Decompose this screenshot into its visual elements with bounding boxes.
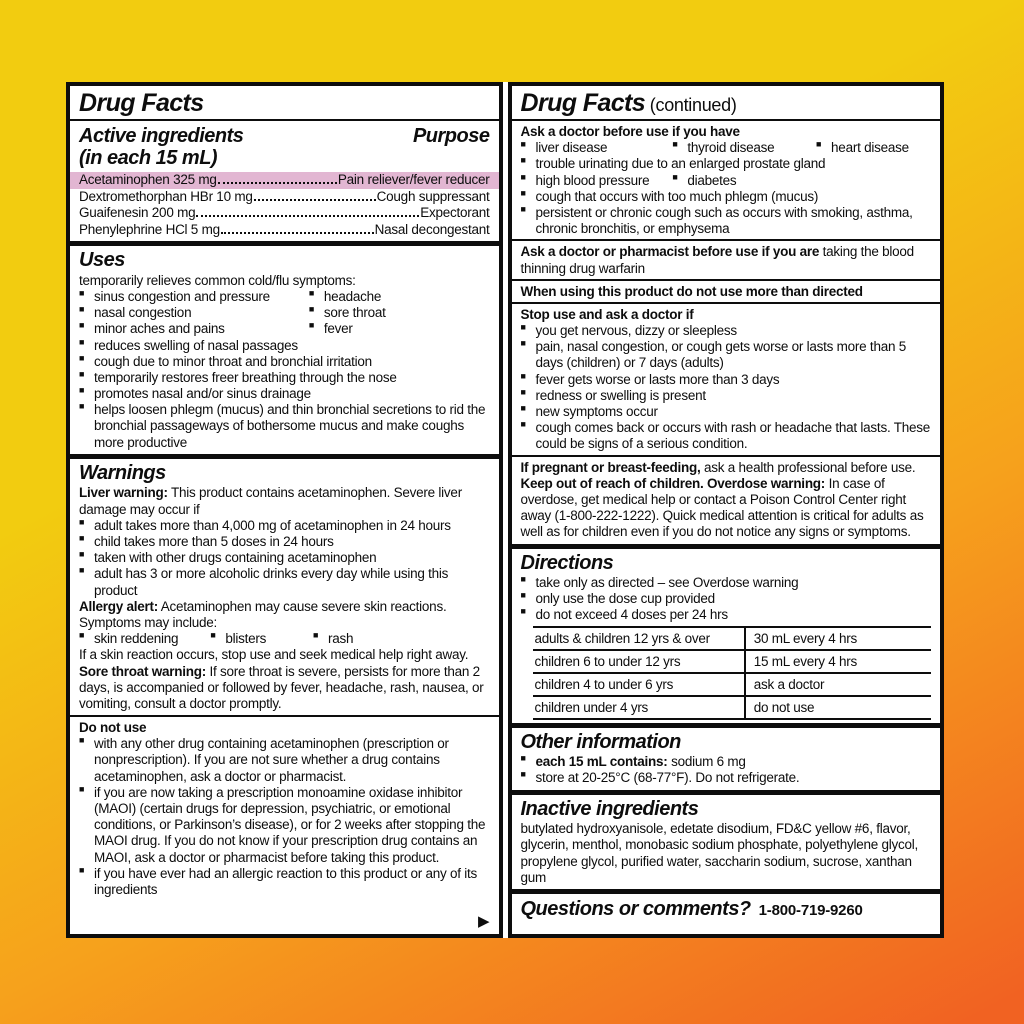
uses-bullet: fever: [323, 321, 353, 337]
uses-bullet: minor aches and pains: [94, 321, 225, 337]
questions-heading: Questions or comments?: [520, 897, 751, 920]
continued-arrow-icon: ▶: [477, 913, 490, 930]
bullet-square-icon: ■: [308, 320, 315, 331]
liver-warning-bullet: ■ taken with other drugs containing acetaminophen: [79, 549, 377, 566]
bullet-square-icon: ■: [79, 630, 85, 641]
inactive-ingredients-list: butylated hydroxyanisole, edetate disodium, FD&C yellow #6, flavor, glycerin, menthol, monobasic sodium phosphate, polyethylene glycol, propylene glycol, purified water, saccharin sodium, sucrose, xanthan gum: [520, 821, 918, 885]
symptom-bullets-row: [79, 631, 490, 647]
liver-warning-bullet: ■ child takes more than 5 doses in 24 hours: [79, 533, 334, 549]
rule: [70, 119, 499, 121]
bullet-square-icon: ■: [520, 574, 526, 585]
section-divider: [512, 790, 941, 795]
questions-phone-number: 1-800-719-9260: [758, 901, 863, 919]
bullet-square-icon: ■: [520, 155, 526, 166]
directions-section: [521, 552, 932, 720]
dosage-group: children 6 to under 12 yrs: [534, 653, 681, 669]
inactive-ingredients-heading: Inactive ingredients: [520, 797, 699, 820]
uses-bullet: nasal congestion: [94, 305, 192, 321]
dosage-table: [533, 626, 932, 720]
directions-bullet: ■ only use the dose cup provided: [520, 590, 715, 607]
uses-bullet: cough due to minor throat and bronchial irritation: [94, 353, 372, 369]
bullet-square-icon: ■: [79, 735, 85, 746]
drug-facts-right-panel: [508, 82, 945, 938]
uses-pair-row: [79, 289, 490, 305]
bullet-square-icon: ■: [79, 565, 85, 576]
ingredient-name: Phenylephrine HCl 5 mg: [79, 221, 220, 237]
bullet-square-icon: ■: [520, 338, 526, 349]
drug-facts-left-panel: [66, 82, 503, 938]
dosage-group: children under 4 yrs: [534, 699, 649, 715]
uses-bullet: helps loosen phlegm (mucus) and thin bronchial secretions to rid the bronchial passageways of bothersome mucus and make coughs more productive: [94, 402, 486, 450]
condition: liver disease: [535, 140, 608, 156]
stop-use-heading: Stop use and ask a doctor if: [520, 306, 694, 322]
rule: [512, 239, 941, 241]
ingredient-row-phenylephrine: [70, 222, 499, 239]
uses-bullet: temporarily restores freer breathing through the nose: [94, 369, 397, 385]
questions-section: [521, 897, 932, 922]
stop-use-bullet: ■ you get nervous, dizzy or sleepless: [520, 322, 737, 339]
stop-use-section: [521, 307, 932, 453]
uses-bullet-item: [79, 370, 490, 386]
bullet-square-icon: ■: [672, 139, 678, 150]
stop-use-bullet: ■ pain, nasal congestion, or cough gets worse or lasts more than 5 days (children) or 7 days (adults): [520, 338, 906, 371]
ask-doctor-bullet: ■ cough that occurs with too much phlegm (mucus): [520, 187, 819, 204]
symptom: blisters: [225, 631, 267, 647]
dosage-row: [533, 697, 932, 720]
active-ingredients-heading: Active ingredients: [79, 125, 244, 147]
bullet-square-icon: ■: [308, 304, 315, 315]
symptoms-intro: Symptoms may include:: [79, 614, 218, 630]
section-divider: [512, 889, 941, 894]
other-information-section: [521, 731, 932, 787]
ask-doctor-bullet: ■ persistent or chronic cough such as occurs with smoking, asthma, chronic bronchitis, or emphysema: [520, 203, 913, 237]
uses-bullet: sore throat: [323, 305, 386, 321]
rule: [512, 302, 941, 304]
do-not-use-bullet: ■ if you are now taking a prescription monoamine oxidase inhibitor (MAOI) (certain drugs for depression, psychiatric, or emotional conditions, or Parkinson’s disease), or for 2 weeks after stopping the MAOI drug. If you do not know if your prescription drug contains an MAOI, ask a doctor or pharmacist before taking this product.: [79, 783, 486, 865]
ingredient-purpose: Nasal decongestant: [374, 221, 490, 237]
inactive-ingredients-section: [521, 798, 932, 886]
dosage-group: children 4 to under 6 yrs: [534, 676, 674, 692]
ask-doctor-double-row: [521, 173, 932, 189]
bullet-square-icon: ■: [79, 783, 85, 794]
pregnancy-note: If pregnant or breast-feeding, ask a health professional before use.: [520, 459, 916, 475]
ask-pharmacist-note: Ask a doctor or pharmacist before use if you are taking the blood thinning drug warfarin: [520, 244, 914, 276]
bullet-square-icon: ■: [520, 769, 526, 780]
dosage-amount: 30 mL every 4 hrs: [744, 628, 931, 649]
allergy-alert: Allergy alert: Acetaminophen may cause severe skin reactions.: [79, 598, 447, 614]
dosage-row: [533, 628, 932, 651]
bullet-square-icon: ■: [79, 516, 85, 527]
ingredient-name: Guaifenesin 200 mg: [79, 205, 196, 221]
bullet-square-icon: ■: [520, 753, 526, 764]
bullet-square-icon: ■: [79, 533, 85, 543]
uses-intro: temporarily relieves common cold/flu symptoms:: [79, 272, 356, 288]
bullet-square-icon: ■: [520, 171, 526, 182]
uses-bullet-item: [79, 338, 490, 354]
uses-bullet-item: [79, 354, 490, 370]
bullet-square-icon: ■: [79, 549, 85, 560]
bullet-square-icon: ■: [520, 139, 526, 150]
bullet-square-icon: ■: [79, 304, 85, 315]
uses-pair-row: [79, 305, 490, 321]
directions-bullet: ■ take only as directed – see Overdose warning: [520, 574, 799, 591]
drug-facts-continued-title: Drug Facts (continued): [520, 89, 737, 117]
active-ingredients-subheading: (in each 15 mL): [79, 146, 218, 169]
bullet-square-icon: ■: [79, 385, 85, 396]
dotted-leader: [196, 215, 419, 217]
bullet-square-icon: ■: [308, 287, 315, 298]
other-information-heading: Other information: [520, 730, 681, 753]
section-divider: [70, 241, 499, 246]
ask-doctor-heading: Ask a doctor before use if you have: [520, 124, 740, 139]
directions-bullet: ■ do not exceed 4 doses per 24 hrs: [520, 606, 728, 623]
bullet-square-icon: ■: [520, 203, 526, 214]
rule: [512, 455, 941, 457]
stop-use-bullet: ■ cough comes back or occurs with rash or headache that lasts. These could be signs of a serious condition.: [520, 419, 930, 452]
bullet-square-icon: ■: [816, 139, 822, 150]
stop-use-bullet: ■ new symptoms occur: [520, 403, 658, 419]
bullet-square-icon: ■: [520, 606, 526, 617]
bullet-square-icon: ■: [79, 352, 85, 363]
do-not-use-section: [79, 720, 490, 898]
bullet-square-icon: ■: [312, 630, 319, 641]
bullet-square-icon: ■: [79, 864, 85, 875]
bullet-square-icon: ■: [520, 187, 526, 198]
bullet-square-icon: ■: [79, 368, 85, 379]
symptom: rash: [327, 631, 354, 647]
liver-warning: Liver warning: This product contains acetaminophen. Severe liver damage may occur if: [79, 485, 462, 517]
do-not-use-bullet: ■ with any other drug containing acetaminophen (prescription or nonprescription). If you are not sure whether a drug contains acetaminophen, ask a doctor or pharmacist.: [79, 735, 449, 784]
dotted-leader: [221, 232, 374, 234]
bullet-square-icon: ■: [79, 287, 85, 298]
drug-facts-title: Drug Facts: [79, 89, 204, 117]
symptom: skin reddening: [94, 631, 179, 647]
warnings-heading: Warnings: [79, 461, 166, 484]
section-divider: [70, 454, 499, 459]
stop-use-bullet: ■ redness or swelling is present: [520, 386, 706, 403]
bullet-square-icon: ■: [520, 370, 526, 381]
bullet-square-icon: ■: [672, 171, 678, 182]
rule: [512, 119, 941, 121]
ingredient-name: Dextromethorphan HBr 10 mg: [79, 188, 253, 204]
directions-heading: Directions: [520, 551, 614, 574]
bullet-square-icon: ■: [520, 386, 526, 397]
section-divider: [512, 544, 941, 549]
ingredient-purpose: Cough suppressant: [376, 188, 490, 204]
ingredient-purpose: Expectorant: [420, 205, 490, 221]
section-divider: [512, 723, 941, 728]
bullet-square-icon: ■: [210, 630, 216, 641]
uses-bullet-item: [79, 402, 490, 451]
uses-bullet-item: [79, 386, 490, 402]
sore-throat-warning: Sore throat warning: If sore throat is severe, persists for more than 2 days, is accompanied or followed by fever, headache, rash, nausea, or vomiting, consult a doctor promptly.: [79, 663, 484, 711]
purpose-heading: Purpose: [412, 125, 490, 147]
dosage-row: [533, 674, 932, 697]
dosage-amount: ask a doctor: [744, 674, 931, 695]
ingredient-row-acetaminophen: [70, 172, 499, 189]
bullet-square-icon: ■: [520, 590, 526, 601]
bullet-square-icon: ■: [79, 336, 85, 347]
ingredient-row-guaifenesin: [70, 205, 499, 222]
stop-use-bullet: ■ fever gets worse or lasts more than 3 days: [520, 370, 780, 387]
condition: thyroid disease: [687, 140, 775, 156]
dosage-row: [533, 651, 932, 674]
when-using-note: When using this product do not use more than directed: [520, 283, 863, 299]
uses-pair-row: [79, 321, 490, 337]
uses-bullet: sinus congestion and pressure: [94, 288, 270, 304]
rule: [512, 279, 941, 281]
rule: [70, 715, 499, 717]
liver-warning-bullet: ■ adult has 3 or more alcoholic drinks every day while using this product: [79, 565, 449, 598]
uses-bullet: headache: [323, 288, 382, 304]
liver-warning-bullet: ■ adult takes more than 4,000 mg of acetaminophen in 24 hours: [79, 516, 451, 533]
uses-bullet: promotes nasal and/or sinus drainage: [94, 386, 311, 402]
ingredient-row-dextromethorphan: [70, 189, 499, 206]
skin-reaction-note: If a skin reaction occurs, stop use and seek medical help right away.: [79, 647, 469, 663]
dosage-amount: 15 mL every 4 hrs: [744, 651, 931, 672]
condition: diabetes: [687, 172, 737, 188]
storage-bullet: ■ store at 20-25°C (68-77°F). Do not refrigerate.: [520, 769, 800, 786]
condition: heart disease: [831, 140, 909, 156]
ask-doctor-section: [521, 124, 932, 237]
continued-label: (continued): [645, 95, 737, 115]
condition: high blood pressure: [535, 172, 650, 188]
dotted-leader: [254, 199, 376, 201]
drug-facts-label: [66, 82, 944, 938]
do-not-use-heading: Do not use: [79, 720, 147, 736]
ask-doctor-triple-row: [521, 140, 932, 156]
uses-section: [79, 249, 490, 451]
ingredient-purpose: Pain reliever/fever reducer: [337, 172, 490, 188]
bullet-square-icon: ■: [520, 322, 526, 333]
sodium-content-bullet: ■ each 15 mL contains: sodium 6 mg: [520, 753, 746, 770]
warnings-section: [79, 462, 490, 712]
bullet-square-icon: ■: [520, 403, 526, 413]
ask-doctor-bullet: ■ trouble urinating due to an enlarged prostate gland: [520, 155, 826, 172]
uses-heading: Uses: [79, 249, 125, 272]
do-not-use-bullet: ■ if you have ever had an allergic reaction to this product or any of its ingredients: [79, 864, 477, 897]
bullet-square-icon: ■: [79, 401, 85, 412]
bullet-square-icon: ■: [79, 320, 85, 331]
dosage-amount: do not use: [744, 697, 931, 718]
dotted-leader: [218, 182, 337, 184]
keep-out-of-reach-note: Keep out of reach of children. Overdose warning: In case of overdose, get medical help or contact a Poison Control Center right away (1-800-222-1222). Quick medical attention is critical for adults as well as for children even if you do not notice any signs or symptoms.: [520, 475, 924, 540]
ingredient-name: Acetaminophen 325 mg: [79, 172, 217, 188]
dosage-group: adults & children 12 yrs & over: [534, 630, 710, 646]
uses-bullet: reduces swelling of nasal passages: [94, 337, 298, 353]
active-ingredients-section: [79, 124, 490, 238]
bullet-square-icon: ■: [520, 419, 526, 430]
